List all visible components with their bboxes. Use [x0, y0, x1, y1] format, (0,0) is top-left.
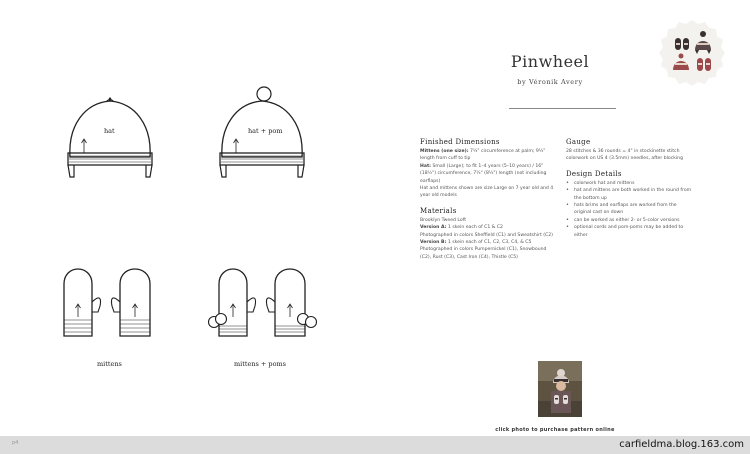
mittens-poms-drawing [205, 262, 325, 342]
hat-schematic [60, 95, 160, 185]
hat-dimensions: Hat: Small (Large); to fit 1–4 years (5–10 years) / 16" (18½") circumference, 7¼" (8¼") length (not including earflaps) [420, 163, 547, 184]
list-item: • hats brims and earflaps are worked from the original cast on down [566, 202, 694, 217]
mittens-poms-label: mittens + poms [234, 360, 286, 368]
right-text-column [566, 138, 694, 239]
page-number: p4 [12, 440, 19, 446]
badge-thumbnails-icon [657, 18, 727, 88]
pattern-photo[interactable] [538, 361, 582, 417]
pattern-byline: by Véronik Avery [517, 78, 583, 86]
materials-heading: Materials [420, 206, 457, 215]
hat-label: hat [104, 127, 115, 135]
pattern-title: Pinwheel [510, 52, 590, 71]
list-item: • colorwork hat and mittens [566, 180, 694, 187]
mittens-dimensions: Mittens (one size): 7¼" circumference at palm; 9¼" length from cuff to tip [420, 149, 546, 162]
mittens-schematic [58, 262, 168, 342]
mittens-drawing [58, 262, 168, 342]
version-b-photo: Photographed in colors Pumpernickel (C1), Snowbound (C2), Rust (C3), Cast Iron (C4), Thistle (C5) [420, 247, 547, 260]
version-a: Version A: 1 skein each of C1 & C2 [420, 225, 503, 231]
design-details-list [566, 180, 694, 239]
yarn-name: Brooklyn Tweed Loft [420, 217, 467, 223]
gauge-text: 28 stitches & 36 rounds = 4" in stockinette stitch colorwork on US 4 (3.5mm) needles, after blocking [566, 149, 684, 162]
hat-pom-label: hat + pom [248, 127, 283, 135]
hat-pom-drawing [212, 85, 312, 185]
mittens-poms-schematic [205, 262, 325, 342]
child-photo-icon [538, 361, 582, 417]
gauge-heading: Gauge [566, 138, 591, 146]
hat-drawing [60, 95, 160, 185]
pattern-badge [657, 18, 727, 88]
left-text-column [420, 138, 558, 261]
mittens-label: mittens [97, 360, 122, 368]
list-item: • hat and mittens are both worked in the round from the bottom up [566, 187, 694, 202]
hat-pom-schematic [212, 85, 312, 185]
list-item: • optional cords and pom-poms may be added to either [566, 224, 694, 239]
model-note: Hat and mittens shown are size Large on 7 year old and 4 year old models [420, 186, 554, 199]
design-details-heading: Design Details [566, 169, 622, 178]
finished-dimensions-heading: Finished Dimensions [420, 138, 500, 146]
purchase-caption[interactable]: click photo to purchase pattern online [495, 427, 615, 433]
list-item: • can be worked as either 2- or 5-color versions [566, 217, 694, 224]
version-b: Version B: 1 skein each of C1, C2, C3, C4, & C5 [420, 240, 532, 246]
title-divider [509, 108, 616, 109]
version-a-photo: Photographed in colors Sheffield (C1) and Sweatshirt (C2) [420, 232, 553, 238]
watermark: carfieldma.blog.163.com [619, 439, 744, 450]
